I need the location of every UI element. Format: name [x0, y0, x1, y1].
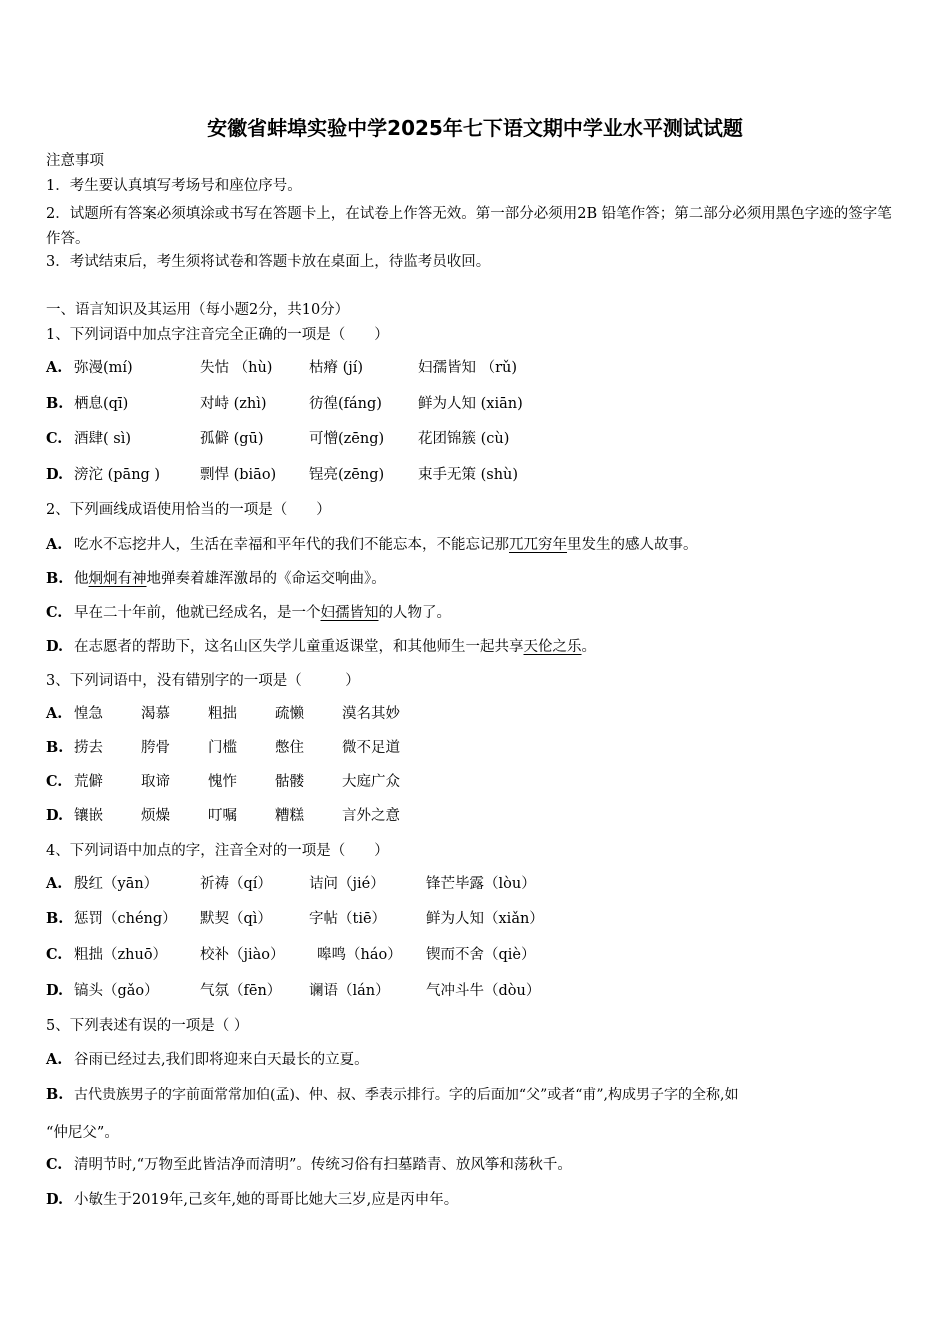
option-label: B. [46, 739, 64, 756]
option-label: D. [46, 807, 64, 824]
q2-stem: 2、下列画线成语使用恰当的一项是（ ） [46, 502, 331, 518]
option-word: 栖息(qī) [74, 396, 129, 412]
option-word: 惩罚（chéng） [74, 911, 177, 927]
page-title: 安徽省蚌埠实验中学2025年七下语文期中学业水平测试试题 [207, 116, 743, 140]
option-word: 漠名其妙 [342, 706, 400, 722]
option-word: 滂沱 (pāng ) [74, 467, 161, 483]
option-word: 渴慕 [141, 706, 170, 722]
notice-item-2: 2．试题所有答案必须填涂或书写在答题卡上，在试卷上作答无效。第一部分必须用2B 铅笔作答；第二部分必须用黑色字迹的签字笔作答。 [46, 206, 892, 247]
option-label: D. [46, 1191, 64, 1208]
q4-stem: 4、下列词语中加点的字，注音全对的一项是（ ） [46, 843, 389, 859]
option-text: 早在二十年前，他就已经成名，是一个妇孺皆知的人物了。 [74, 605, 451, 621]
option-label: B. [46, 570, 64, 587]
option-word: 酒肆( sì) [74, 431, 132, 447]
option-word: 叮嘱 [208, 808, 237, 824]
underlined-idiom: 天伦之乐 [523, 639, 582, 655]
option-word: 失怙 （hù) [200, 360, 273, 376]
option-label: A. [46, 705, 63, 722]
option-text: 小敏生于2019年,己亥年,她的哥哥比她大三岁,应是丙申年。 [74, 1192, 459, 1208]
option-word: 枯瘠 (jí) [309, 360, 364, 376]
option-word: 愧怍 [208, 774, 237, 790]
option-word: 弥漫(mí) [74, 360, 133, 376]
option-word: 糟糕 [275, 808, 304, 824]
option-word: 鲜为人知 (xiān) [418, 396, 523, 412]
section-heading: 一、语言知识及其运用（每小题2分，共10分） [46, 302, 350, 318]
option-label: D. [46, 466, 64, 483]
option-label: D. [46, 638, 64, 655]
option-word: 束手无策 (shù) [418, 467, 519, 483]
option-label: C. [46, 604, 63, 621]
option-label: B. [46, 395, 64, 412]
option-word: 气氛（fēn） [200, 983, 282, 999]
option-word: 惶急 [74, 706, 103, 722]
option-word: 骷髅 [275, 774, 304, 790]
q5-stem: 5、下列表述有误的一项是（ ） [46, 1018, 249, 1034]
option-label: C. [46, 946, 63, 963]
q3-stem: 3、下列词语中，没有错别字的一项是（ ） [46, 673, 360, 689]
underlined-idiom: 炯炯有神 [88, 571, 147, 587]
option-text: 清明节时,“万物至此皆洁净而清明”。传统习俗有扫墓踏青、放风筝和荡秋千。 [74, 1157, 572, 1173]
option-word: 默契（qì） [200, 911, 272, 927]
option-word: 锋芒毕露（lòu） [426, 876, 536, 892]
option-text: 他炯炯有神地弹奏着雄浑激昂的《命运交响曲》。 [74, 571, 386, 587]
option-label: B. [46, 910, 64, 927]
option-word: 憋住 [275, 740, 304, 756]
option-word: 镐头（gǎo） [74, 983, 159, 999]
option-word: 疏懒 [275, 706, 304, 722]
option-label: A. [46, 359, 63, 376]
option-word: 花团锦簇 (cù) [418, 431, 510, 447]
option-word: 祈祷（qí） [200, 876, 272, 892]
option-label: A. [46, 536, 63, 553]
option-word: 校补（jiào） [200, 947, 285, 963]
option-label: A. [46, 1051, 63, 1068]
option-word: 锲而不舍（qiè） [426, 947, 536, 963]
q5-option-b-continuation: “仲尼父”。 [46, 1125, 119, 1141]
option-word: 微不足道 [342, 740, 400, 756]
q1-stem: 1、下列词语中加点字注音完全正确的一项是（ ） [46, 327, 389, 343]
option-label: C. [46, 430, 63, 447]
notice-heading: 注意事项 [46, 153, 104, 169]
option-word: 嗥鸣（háo） [317, 947, 402, 963]
option-word: 对峙 (zhì) [200, 396, 267, 412]
option-word: 彷徨(fáng) [309, 396, 382, 412]
option-word: 镶嵌 [74, 808, 103, 824]
option-label: B. [46, 1086, 64, 1103]
option-word: 诘问（jié） [309, 876, 385, 892]
underlined-idiom: 兀兀穷年 [509, 537, 567, 553]
underlined-idiom: 妇孺皆知 [320, 605, 379, 621]
option-word: 字帖（tiē） [309, 911, 387, 927]
option-label: A. [46, 875, 63, 892]
option-word: 孤僻 (gū) [200, 431, 264, 447]
option-word: 粗拙（zhuō） [74, 947, 168, 963]
option-word: 粗拙 [208, 706, 237, 722]
option-text: 谷雨已经过去,我们即将迎来白天最长的立夏。 [74, 1052, 369, 1068]
option-word: 可憎(zēng) [309, 431, 385, 447]
option-word: 捞去 [74, 740, 103, 756]
option-label: D. [46, 982, 64, 999]
option-label: C. [46, 773, 63, 790]
option-word: 烦燥 [141, 808, 170, 824]
notice-item-1: 1．考生要认真填写考场号和座位序号。 [46, 178, 302, 194]
option-word: 鲜为人知（xiǎn） [426, 911, 544, 927]
option-word: 气冲斗牛（dòu） [426, 983, 541, 999]
option-text: 在志愿者的帮助下，这名山区失学儿童重返课堂，和其他师生一起共享天伦之乐。 [74, 639, 596, 655]
option-word: 殷红（yān） [74, 876, 159, 892]
option-text: 古代贵族男子的字前面常常加伯(孟)、仲、叔、季表示排行。字的后面加“父”或者“甫”,构成男子字的全称,如 [74, 1087, 739, 1103]
option-word: 荒僻 [74, 774, 103, 790]
notice-item-3: 3．考试结束后，考生须将试卷和答题卡放在桌面上，待监考员收回。 [46, 254, 491, 270]
option-word: 妇孺皆知 （rǔ) [418, 360, 518, 376]
option-word: 大庭广众 [342, 774, 400, 790]
option-word: 门槛 [208, 740, 237, 756]
option-word: 谰语（lán） [309, 983, 390, 999]
option-word: 言外之意 [342, 808, 400, 824]
option-word: 胯骨 [141, 740, 170, 756]
option-word: 取谛 [141, 774, 170, 790]
option-word: 锃亮(zēng) [309, 467, 385, 483]
option-label: C. [46, 1156, 63, 1173]
option-text: 吃水不忘挖井人，生活在幸福和平年代的我们不能忘本，不能忘记那兀兀穷年里发生的感人故事。 [74, 537, 698, 553]
option-word: 剽悍 (biāo) [200, 467, 277, 483]
